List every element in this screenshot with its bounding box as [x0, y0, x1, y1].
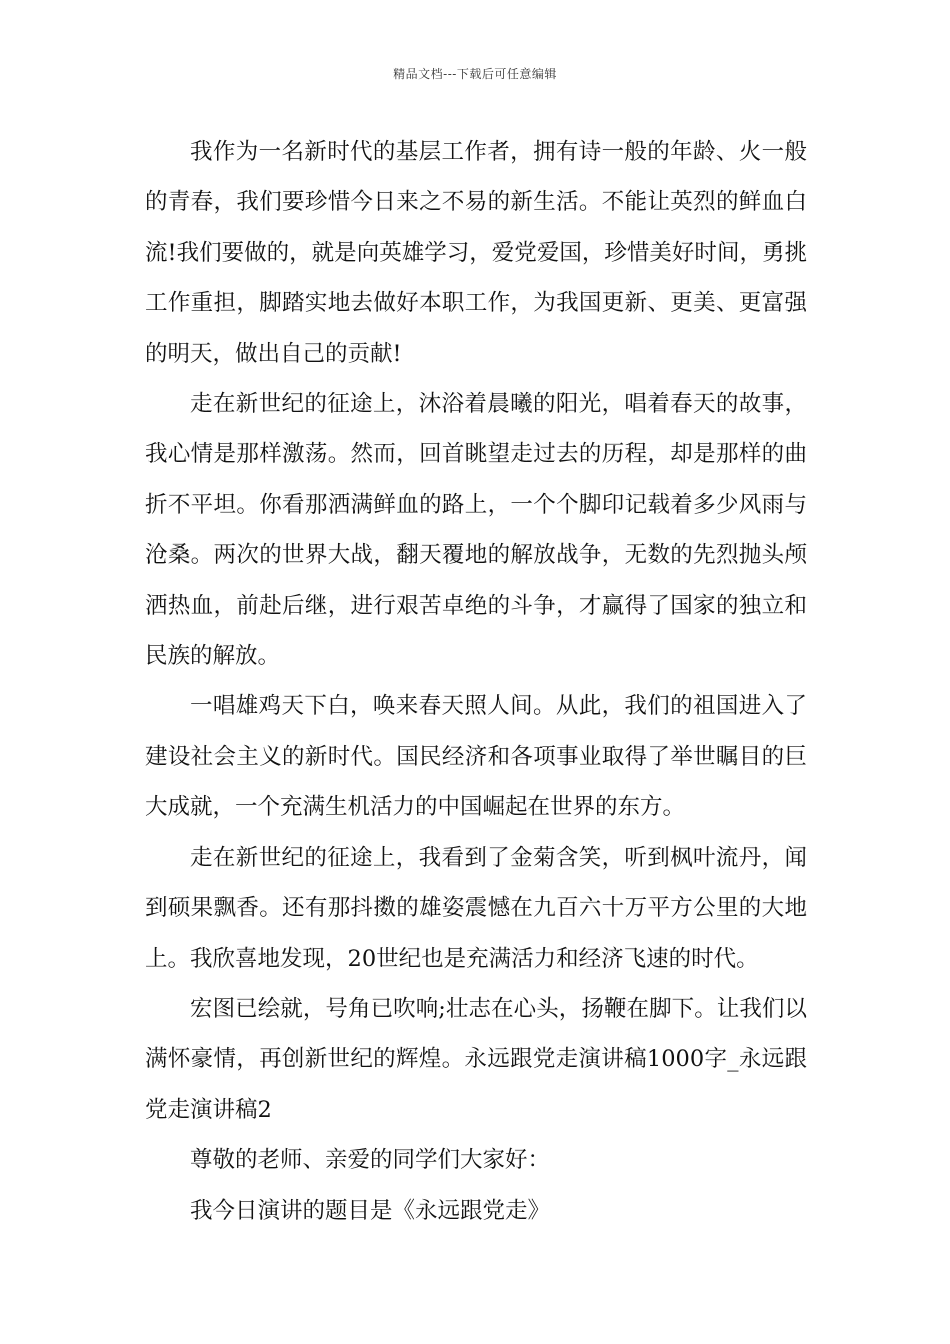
page-header: 精品文档---下载后可任意编辑 [393, 67, 557, 81]
paragraph-1: 我作为一名新时代的基层工作者，拥有诗一般的年龄、火一般的青春，我们要珍惜今日来之不易的新生活。不能让英烈的鲜血白流!我们要做的，就是向英雄学习，爱党爱国，珍惜美好时间，勇挑工作重担，脚踏实地去做好本职工作，为我国更新、更美、更富强的明天，做出自己的贡献! [145, 139, 807, 367]
paragraph-5: 宏图已绘就，号角已吹响;壮志在心头，扬鞭在脚下。让我们以满怀豪情，再创新世纪的辉煌。永远跟党走演讲稿1000字_永远跟党走演讲稿2 [145, 995, 807, 1123]
paragraph-greeting: 尊敬的老师、亲爱的同学们大家好： [190, 1147, 551, 1174]
document-body [145, 127, 807, 1236]
paragraph-3: 一唱雄鸡天下白，唤来春天照人间。从此，我们的祖国进入了建设社会主义的新时代。国民经济和各项事业取得了举世瞩目的巨大成就，一个充满生机活力的中国崛起在世界的东方。 [145, 693, 807, 821]
paragraph-2: 走在新世纪的征途上，沐浴着晨曦的阳光，唱着春天的故事，我心情是那样激荡。然而，回首眺望走过去的历程，却是那样的曲折不平坦。你看那洒满鲜血的路上，一个个脚印记载着多少风雨与沧桑。两次的世界大战，翻天覆地的解放战争，无数的先烈抛头颅洒热血，前赴后继，进行艰苦卓绝的斗争，才赢得了国家的独立和民族的解放。 [145, 391, 807, 670]
paragraph-4: 走在新世纪的征途上，我看到了金菊含笑，听到枫叶流丹，闻到硕果飘香。还有那抖擞的雄姿震憾在九百六十万平方公里的大地上。我欣喜地发现，20世纪也是充满活力和经济飞速的时代。 [145, 844, 807, 972]
paragraph-title-line: 我今日演讲的题目是《永远跟党走》 [190, 1197, 551, 1224]
